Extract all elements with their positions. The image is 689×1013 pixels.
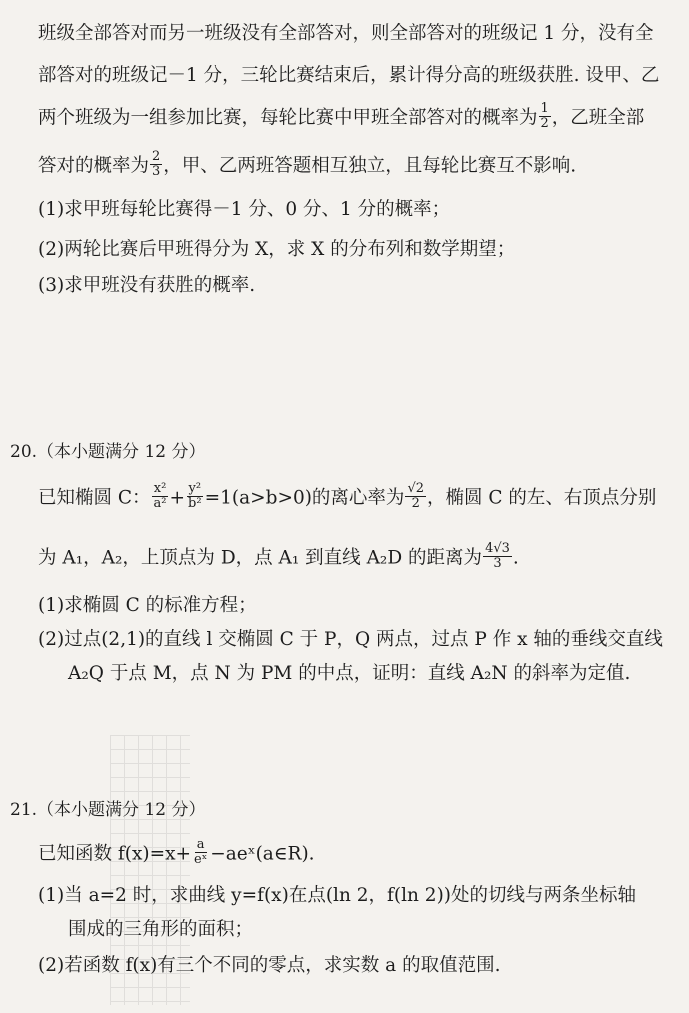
problem-20-line-1-text: 已知椭圆 C：: [38, 487, 151, 509]
fraction-denominator: 2: [540, 116, 549, 131]
fraction-denominator: b²: [188, 496, 202, 511]
fraction-numerator: √2: [407, 481, 424, 496]
fraction-denominator: a²: [153, 496, 167, 511]
problem-20-question-2-line-2: A₂Q 于点 M，点 N 为 PM 的中点，证明：直线 A₂N 的斜率为定值.: [68, 663, 631, 684]
fraction-numerator: y²: [188, 481, 202, 496]
plus-sign: +: [169, 487, 186, 509]
problem-21-question-1-line-2: 围成的三角形的面积；: [68, 919, 254, 940]
intro-line-4-text: 答对的概率为: [38, 155, 150, 177]
intro-line-4: [38, 149, 577, 181]
fraction-two-thirds: [150, 150, 162, 179]
fraction-denominator: eˣ: [194, 852, 208, 867]
problem-20-question-1: (1)求椭圆 C 的标准方程；: [38, 595, 257, 616]
intro-line-2: 部答对的班级记－1 分，三轮比赛结束后，累计得分高的班级获胜. 设甲、乙: [38, 65, 660, 86]
problem-20-line-2: [38, 541, 519, 573]
problem-20-line-1-mid: =1(a>b>0)的离心率为: [204, 487, 405, 509]
fraction-one-half: [539, 102, 551, 131]
intro-line-4-tail: ，甲、乙两班答题相互独立，且每轮比赛互不影响.: [163, 155, 577, 177]
problem-21-line-1: [38, 837, 315, 869]
problem-20-line-2-tail: .: [512, 547, 519, 569]
problem-21-question-2: (2)若函数 f(x)有三个不同的零点，求实数 a 的取值范围.: [38, 955, 501, 976]
problem-21-question-1-line-1: (1)当 a=2 时，求曲线 y=f(x)在点(ln 2，f(ln 2))处的切线与两条坐标轴: [38, 885, 636, 906]
fraction-denominator: 2: [411, 496, 420, 511]
problem-20-line-1-tail: ，椭圆 C 的左、右顶点分别: [427, 487, 657, 509]
intro-line-3: [38, 101, 645, 133]
fraction-numerator: a: [196, 837, 205, 852]
intro-line-3-tail: ，乙班全部: [551, 107, 645, 129]
fraction-y2-b2: [186, 482, 204, 511]
problem-20-heading: 20.（本小题满分 12 分）: [10, 442, 206, 462]
problem-20-line-2-text: 为 A₁，A₂，上顶点为 D，点 A₁ 到直线 A₂D 的距离为: [38, 547, 483, 569]
problem-21-line-1-text: 已知函数 f(x)=x+: [38, 843, 192, 865]
problem-20-line-1: [38, 481, 657, 513]
fraction-denominator: 3: [493, 556, 502, 571]
fraction-4sqrt3-3: [483, 542, 512, 571]
intro-line-1: 班级全部答对而另一班级没有全部答对，则全部答对的班级记 1 分，没有全: [38, 23, 654, 44]
problem-21-line-1-tail: −aeˣ(a∈R).: [210, 843, 315, 865]
intro-line-3-text: 两个班级为一组参加比赛，每轮比赛中甲班全部答对的概率为: [38, 107, 538, 129]
fraction-numerator: 1: [540, 101, 549, 116]
problem-21-heading: 21.（本小题满分 12 分）: [10, 800, 206, 820]
fraction-numerator: x²: [153, 481, 167, 496]
fraction-numerator: 2: [152, 149, 161, 164]
intro-question-3: (3)求甲班没有获胜的概率.: [38, 275, 256, 296]
fraction-denominator: 3: [152, 164, 161, 179]
fraction-numerator: 4√3: [485, 541, 510, 556]
intro-question-1: (1)求甲班每轮比赛得－1 分、0 分、1 分的概率；: [38, 199, 451, 220]
intro-question-2: (2)两轮比赛后甲班得分为 X，求 X 的分布列和数学期望；: [38, 239, 516, 260]
fraction-sqrt2-2: [405, 482, 426, 511]
fraction-x2-a2: [152, 482, 169, 511]
problem-20-question-2-line-1: (2)过点(2,1)的直线 l 交椭圆 C 于 P，Q 两点，过点 P 作 x 轴的垂线交直线: [38, 629, 663, 650]
fraction-a-ex: [192, 838, 209, 867]
